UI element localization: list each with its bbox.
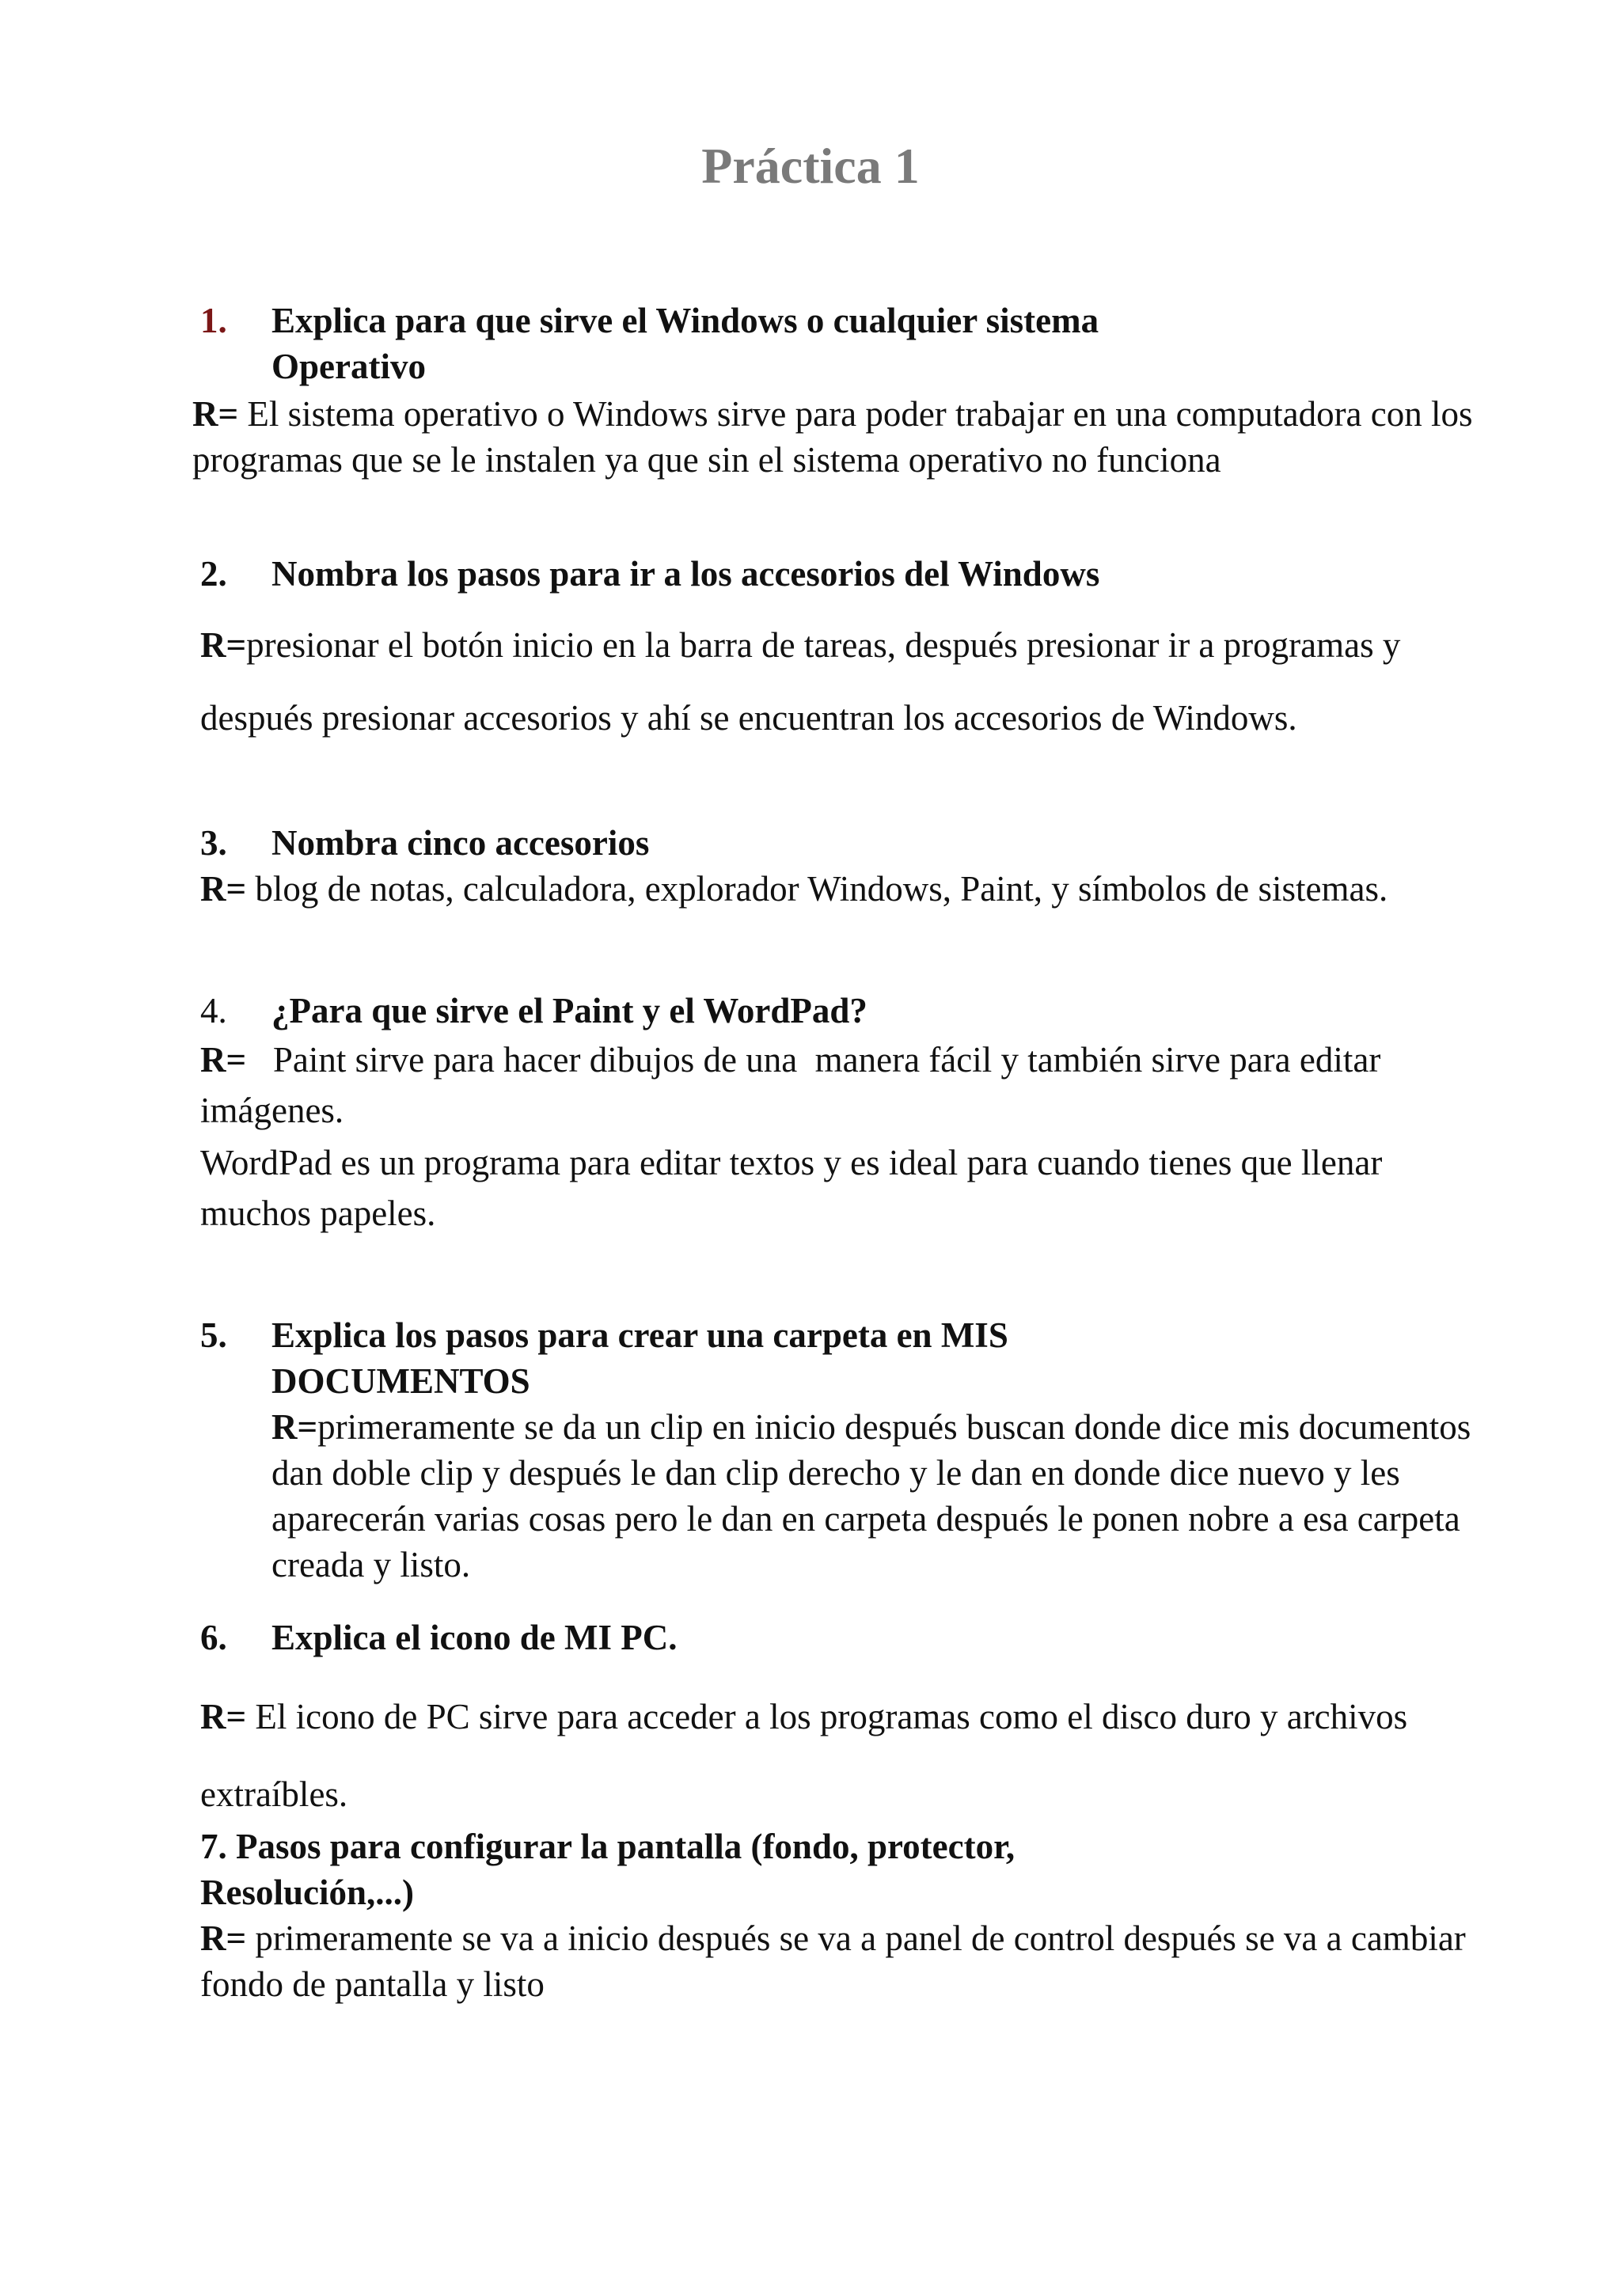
item-3-answer-line-1: R= blog de notas, calculadora, explorador Windows, Paint, y símbolos de sistemas. [200,869,1388,909]
item-5-question-line-1: Explica los pasos para crear una carpeta en MIS [271,1315,1008,1355]
item-1-question-line-2: Operativo [271,347,426,386]
item-7-answer-line-2: fondo de pantalla y listo [200,1964,545,2004]
answer-prefix: R= [200,1697,247,1736]
item-4-question: ¿Para que sirve el Paint y el WordPad? [271,991,867,1030]
answer-prefix: R= [200,1040,247,1080]
item-2-answer-line-2: después presionar accesorios y ahí se encuentran los accesorios de Windows. [200,698,1297,738]
item-5-question-line-2: DOCUMENTOS [271,1361,530,1401]
item-2-number: 2. [200,554,227,594]
answer-prefix: R= [192,394,239,434]
item-4-number: 4. [200,991,227,1030]
item-7-answer-line-1: R= primeramente se va a inicio después se va a panel de control después se va a cambiar [200,1918,1466,1958]
item-5-answer-line-3: aparecerán varias cosas pero le dan en carpeta después le ponen nobre a esa carpeta [271,1499,1460,1539]
item-7-question-line-2: Resolución,...) [200,1873,414,1912]
item-6-number: 6. [200,1618,227,1657]
item-1-question-line-1: Explica para que sirve el Windows o cualquier sistema [271,301,1099,340]
answer-prefix: R= [271,1407,318,1447]
item-3-number: 3. [200,823,227,863]
item-5-number: 5. [200,1315,227,1355]
item-5-answer-line-2: dan doble clip y después le dan clip derecho y le dan en donde dice nuevo y les [271,1453,1400,1493]
item-6-answer-line-1: R= El icono de PC sirve para acceder a los programas como el disco duro y archivos [200,1697,1408,1736]
item-4-answer-line-3: WordPad es un programa para editar textos y es ideal para cuando tienes que llenar [200,1143,1383,1182]
item-4-answer-line-4: muchos papeles. [200,1194,436,1233]
item-2-question: Nombra los pasos para ir a los accesorios del Windows [271,554,1100,594]
item-6-question: Explica el icono de MI PC. [271,1618,678,1657]
page-title: Práctica 1 [701,138,920,194]
item-5-answer-line-4: creada y listo. [271,1545,471,1584]
answer-prefix: R= [200,1918,247,1958]
answer-prefix: R= [200,869,247,909]
item-7-question-line-1: 7. Pasos para configurar la pantalla (fondo, protector, [200,1827,1015,1866]
item-6-answer-line-2: extraíbles. [200,1774,348,1814]
item-5-answer-line-1: R=primeramente se da un clip en inicio después buscan donde dice mis documentos [271,1407,1471,1447]
item-3-question: Nombra cinco accesorios [271,823,650,863]
answer-prefix: R= [200,625,247,665]
item-2-answer-line-1: R=presionar el botón inicio en la barra de tareas, después presionar ir a programas y [200,625,1401,665]
item-1-answer-line-2: programas que se le instalen ya que sin el sistema operativo no funciona [192,440,1221,480]
item-4-answer-line-1: R= Paint sirve para hacer dibujos de una manera fácil y también sirve para editar [200,1040,1381,1080]
item-4-answer-line-2: imágenes. [200,1091,344,1130]
item-1-number: 1. [200,301,227,340]
item-1-answer-line-1: R= El sistema operativo o Windows sirve para poder trabajar en una computadora con los [192,394,1473,434]
